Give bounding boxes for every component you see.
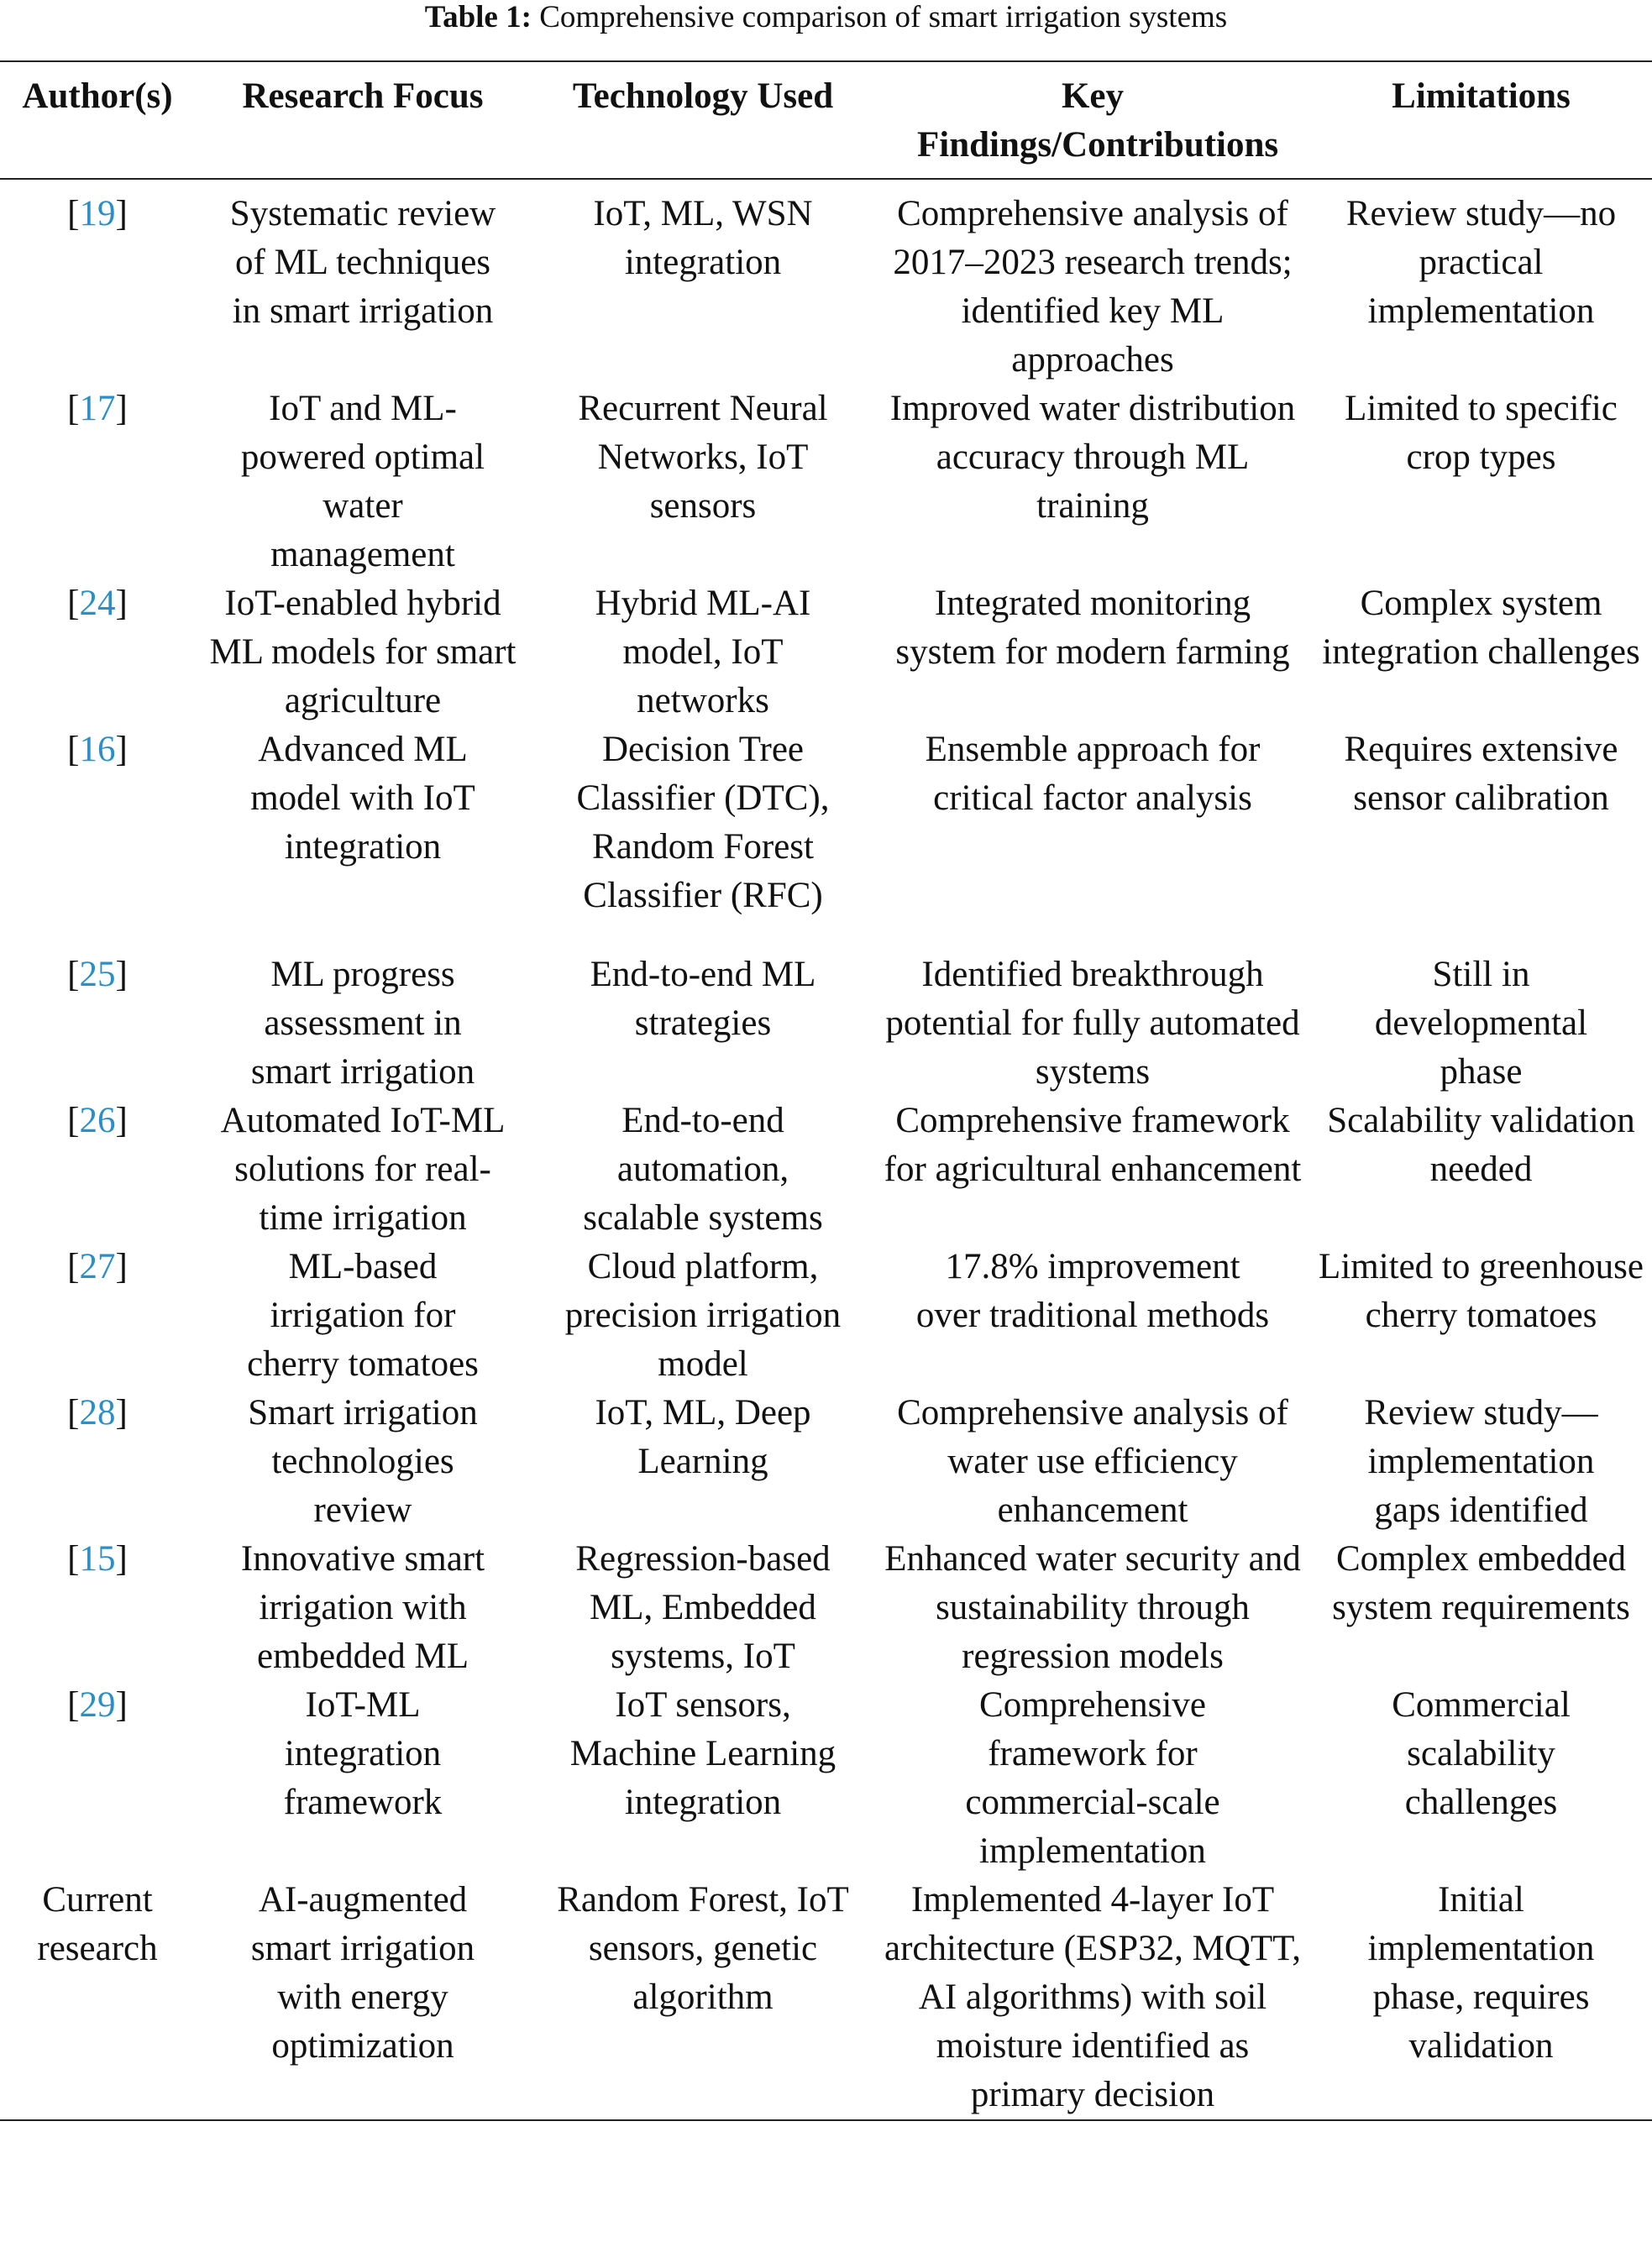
technology-cell: End-to-end ML strategies	[590, 955, 816, 1043]
author-cell: [27]	[67, 1247, 128, 1286]
research-focus-cell: ML-based irrigation for cherry tomatoes	[247, 1247, 479, 1384]
citation-link[interactable]: 27	[79, 1247, 116, 1286]
table-header-row	[0, 61, 1652, 179]
author-cell: [24]	[67, 584, 128, 623]
table-row	[0, 1876, 1652, 2120]
header-limitations: Limitations	[1392, 76, 1571, 116]
author-cell: [28]	[67, 1393, 128, 1433]
findings-cell: Comprehensive analysis of 2017–2023 research trends; identified key ML approaches	[893, 194, 1293, 380]
research-focus-cell: IoT and ML-powered optimal water management	[240, 389, 485, 574]
table-row	[0, 385, 1652, 579]
findings-cell: Comprehensive framework for commercial-scale implementation	[965, 1685, 1220, 1871]
limitations-cell: Complex system integration challenges	[1322, 584, 1640, 672]
table-caption-text: Comprehensive comparison of smart irrigation systems	[539, 0, 1228, 34]
citation-link[interactable]: 29	[79, 1685, 116, 1725]
author-cell: [19]	[67, 194, 128, 233]
research-focus-cell: Smart irrigation technologies review	[248, 1393, 478, 1530]
limitations-cell: Limited to specific crop types	[1345, 389, 1618, 477]
technology-cell: IoT, ML, Deep Learning	[595, 1393, 811, 1481]
citation-link[interactable]: 26	[79, 1101, 116, 1140]
technology-cell: End-to-end automation, scalable systems	[583, 1101, 823, 1238]
findings-cell: Integrated monitoring system for modern farming	[895, 584, 1290, 672]
findings-cell: 17.8% improvement over traditional methods	[915, 1247, 1270, 1335]
limitations-cell: Commercial scalability challenges	[1392, 1685, 1571, 1822]
author-cell: [25]	[67, 955, 128, 994]
citation-link[interactable]: 25	[79, 955, 116, 994]
research-focus-cell: Innovative smart irrigation with embedded ML	[240, 1539, 485, 1676]
comparison-table	[0, 60, 1652, 2121]
findings-cell: Enhanced water security and sustainability through regression models	[884, 1539, 1301, 1676]
research-focus-cell: AI-augmented smart irrigation with energy optimization	[250, 1880, 475, 2066]
technology-cell: IoT, ML, WSN integration	[593, 194, 813, 282]
findings-cell: Ensemble approach for critical factor analysis	[925, 730, 1261, 818]
limitations-cell: Initial implementation phase, requires validation	[1367, 1880, 1595, 2066]
citation-link[interactable]: 28	[79, 1393, 116, 1433]
table-row	[0, 1243, 1652, 1389]
citation-link[interactable]: 19	[79, 194, 116, 233]
table-row	[0, 1389, 1652, 1535]
technology-cell: Regression-based ML, Embedded systems, IoT	[575, 1539, 831, 1676]
technology-cell: IoT sensors, Machine Learning integration	[569, 1685, 836, 1822]
table-row	[0, 579, 1652, 725]
citation-link[interactable]: 15	[79, 1539, 116, 1579]
citation-link[interactable]: 16	[79, 730, 116, 769]
limitations-cell: Scalability validation needed	[1327, 1101, 1635, 1189]
header-author: Author(s)	[22, 76, 173, 116]
table-row	[0, 1097, 1652, 1243]
research-focus-cell: IoT-enabled hybrid ML models for smart agriculture	[209, 584, 517, 720]
research-focus-cell: Automated IoT-ML solutions for real-time irrigation	[220, 1101, 506, 1238]
author-cell: [15]	[67, 1539, 128, 1579]
table-row	[0, 1681, 1652, 1876]
technology-cell: Decision Tree Classifier (DTC), Random Forest Classifier (RFC)	[576, 730, 830, 915]
table-row	[0, 951, 1652, 1097]
research-focus-cell: ML progress assessment in smart irrigation	[250, 955, 475, 1092]
limitations-cell: Review study—no practical implementation	[1345, 194, 1617, 331]
technology-cell: Random Forest, IoT sensors, genetic algorithm	[557, 1880, 849, 2017]
author-cell: [29]	[67, 1685, 128, 1725]
findings-cell: Implemented 4-layer IoT architecture (ESP32, MQTT, AI algorithms) with soil moisture identified as primary decision	[884, 1880, 1301, 2114]
research-focus-cell: Advanced ML model with IoT integration	[250, 730, 475, 867]
author-cell: [16]	[67, 730, 128, 769]
findings-cell: Improved water distribution accuracy through ML training	[889, 389, 1296, 526]
findings-cell: Identified breakthrough potential for fully automated systems	[885, 955, 1300, 1092]
table-caption-label: Table 1:	[424, 0, 532, 34]
technology-cell: Hybrid ML-AI model, IoT networks	[595, 584, 811, 720]
research-focus-cell: IoT-ML integration framework	[283, 1685, 443, 1822]
author-cell: [26]	[67, 1101, 128, 1140]
research-focus-cell: Systematic review of ML techniques in smart irrigation	[229, 194, 496, 331]
table-caption	[0, 0, 1652, 37]
citation-link[interactable]: 17	[79, 389, 116, 428]
limitations-cell: Limited to greenhouse cherry tomatoes	[1319, 1247, 1644, 1335]
findings-cell: Comprehensive analysis of water use efficiency enhancement	[897, 1393, 1288, 1530]
technology-cell: Cloud platform, precision irrigation model	[564, 1247, 842, 1384]
limitations-cell: Review study—implementation gaps identified	[1364, 1393, 1598, 1530]
author-cell: [17]	[67, 389, 128, 428]
limitations-cell: Requires extensive sensor calibration	[1344, 730, 1618, 818]
author-cell: Current research	[37, 1880, 158, 1968]
table-row	[0, 725, 1652, 951]
limitations-cell: Complex embedded system requirements	[1332, 1539, 1630, 1627]
header-technology: Technology Used	[572, 76, 834, 116]
header-research-focus: Research Focus	[242, 76, 484, 116]
table-row	[0, 1535, 1652, 1681]
citation-link[interactable]: 24	[79, 584, 116, 623]
table-row	[0, 179, 1652, 385]
findings-cell: Comprehensive framework for agricultural enhancement	[884, 1101, 1302, 1189]
limitations-cell: Still in developmental phase	[1374, 955, 1588, 1092]
technology-cell: Recurrent Neural Networks, IoT sensors	[578, 389, 828, 526]
header-key-findings: Key Findings/Contributions	[917, 76, 1279, 165]
